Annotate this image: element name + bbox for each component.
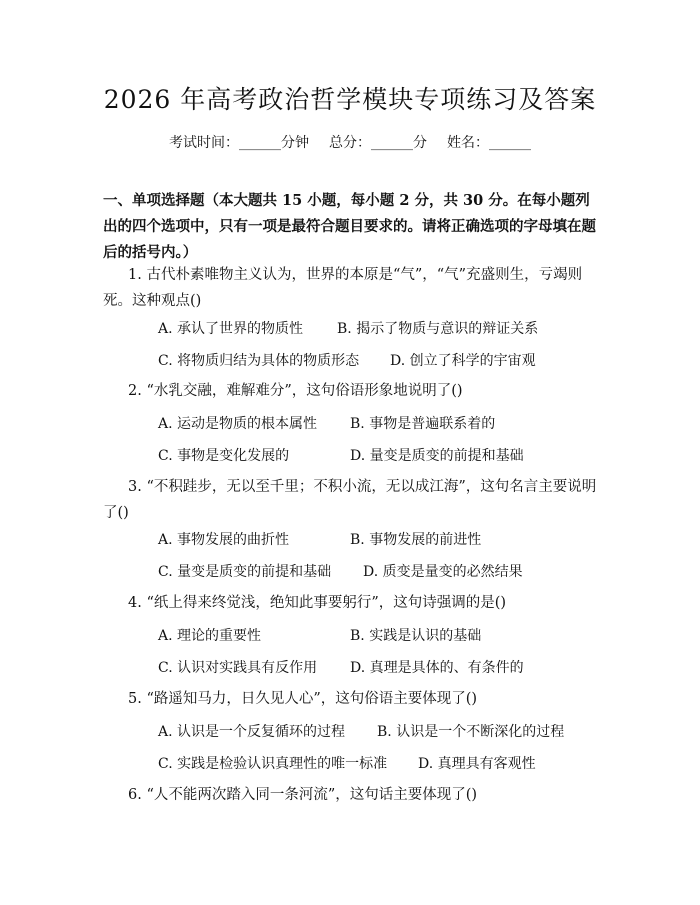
question-2-option-d: D. 量变是质变的前提和基础 bbox=[350, 448, 524, 464]
question-2-option-b: B. 事物是普遍联系着的 bbox=[350, 416, 496, 432]
question-5-option-b: B. 认识是一个不断深化的过程 bbox=[377, 724, 565, 740]
question-2-stem: 2. “水乳交融，难解难分”，这句俗语形象地说明了() bbox=[128, 383, 463, 399]
question-5-stem: 5. “路遥知马力，日久见人心”，这句俗语主要体现了() bbox=[128, 691, 478, 707]
question-4-option-c: C. 认识对实践具有反作用 bbox=[158, 660, 318, 676]
question-1-stem: 1. 古代朴素唯物主义认为，世界的本原是“气”，“气”充盛则生，亏竭则死。这种观点() bbox=[103, 267, 583, 309]
section-instructions: 一、单项选择题（本大题共 15 小题，每小题 2 分，共 30 分。在每小题列出的四个选项中，只有一项是最符合题目要求的。请将正确选项的字母填在题后的括号内。） bbox=[103, 192, 596, 261]
question-1-option-b: B. 揭示了物质与意识的辩证关系 bbox=[337, 321, 539, 337]
question-1-option-a: A. 承认了世界的物质性 bbox=[158, 321, 304, 337]
page-title: 2026 年高考政治哲学模块专项练习及答案 bbox=[103, 85, 597, 114]
question-1-option-d: D. 创立了科学的宇宙观 bbox=[390, 353, 536, 369]
question-4-option-b: B. 实践是认识的基础 bbox=[350, 628, 482, 644]
exam-time: 考试时间：______分钟 bbox=[169, 135, 309, 151]
total-score: 总分：______分 bbox=[329, 135, 427, 151]
question-5-option-c: C. 实践是检验认识真理性的唯一标准 bbox=[158, 756, 388, 772]
question-2-option-c: C. 事物是变化发展的 bbox=[158, 448, 290, 464]
question-4-option-d: D. 真理是具体的、有条件的 bbox=[350, 660, 524, 676]
question-4-stem: 4. “纸上得来终觉浅，绝知此事要躬行”，这句诗强调的是() bbox=[128, 595, 507, 611]
question-3-option-d: D. 质变是量变的必然结果 bbox=[363, 564, 523, 580]
question-3-option-b: B. 事物发展的前进性 bbox=[350, 532, 482, 548]
question-3-stem: 3. “不积跬步，无以至千里；不积小流，无以成江海”，这句名言主要说明了() bbox=[103, 479, 597, 521]
question-3-option-c: C. 量变是质变的前提和基础 bbox=[158, 564, 332, 580]
question-6-stem: 6. “人不能两次踏入同一条河流”，这句话主要体现了() bbox=[128, 787, 478, 803]
question-5-option-d: D. 真理具有客观性 bbox=[418, 756, 536, 772]
question-1-option-c: C. 将物质归结为具体的物质形态 bbox=[158, 353, 360, 369]
exam-meta bbox=[0, 132, 700, 152]
question-4-option-a: A. 理论的重要性 bbox=[158, 628, 262, 644]
question-2-option-a: A. 运动是物质的根本属性 bbox=[158, 416, 318, 432]
question-3-option-a: A. 事物发展的曲折性 bbox=[158, 532, 290, 548]
question-5-option-a: A. 认识是一个反复循环的过程 bbox=[158, 724, 346, 740]
student-name: 姓名：______ bbox=[447, 135, 531, 151]
